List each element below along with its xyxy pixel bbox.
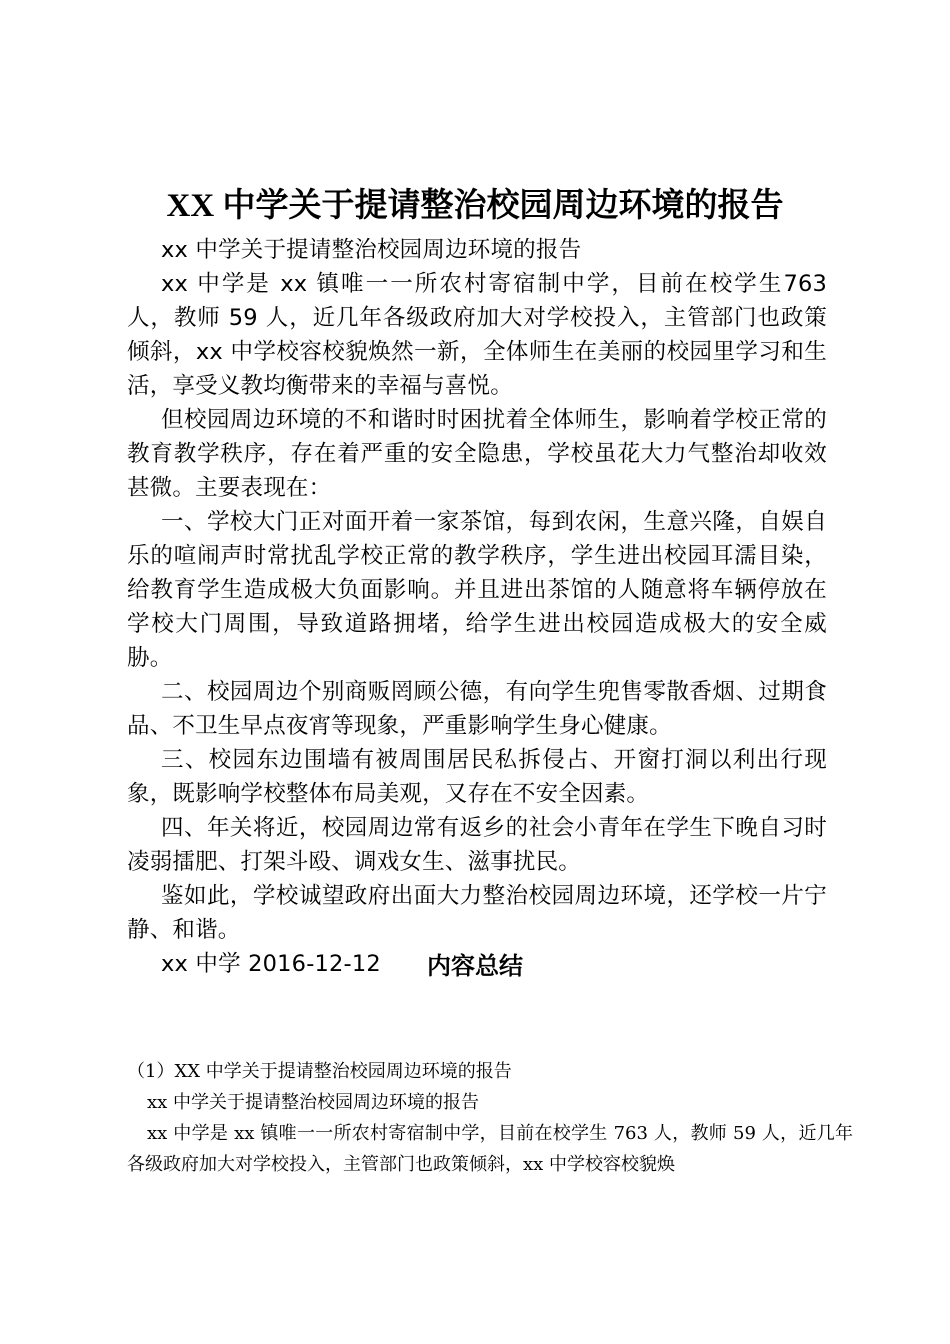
summary-line-subtitle: xx 中学关于提请整治校园周边环境的报告 — [147, 1092, 480, 1113]
body-paragraph-item-2: 二、校园周边个别商贩罔顾公德，有向学生兜售零散香烟、过期食品、不卫生早点夜宵等现象，严重影响学生身心健康。 — [127, 679, 827, 739]
body-paragraph-item-4: 四、年关将近，校园周边常有返乡的社会小青年在学生下晚自习时凌弱擂肥、打架斗殴、调戏女生、滋事扰民。 — [127, 815, 827, 875]
summary-heading: 内容总结 — [427, 952, 523, 980]
body-paragraph-subtitle: xx 中学关于提请整治校园周边环境的报告 — [161, 237, 582, 263]
body-paragraph-conclusion: 鉴如此，学校诚望政府出面大力整治校园周边环境，还学校一片宁静、和谐。 — [127, 883, 827, 943]
summary-line-excerpt: xx 中学是 xx 镇唯一一所农村寄宿制中学，目前在校学生 763 人，教师 59 人，近几年各级政府加大对学校投入，主管部门也政策倾斜，xx 中学校容校貌焕 — [127, 1123, 853, 1175]
summary-item-title: （1）XX 中学关于提请整治校园周边环境的报告 — [127, 1061, 512, 1082]
document-body — [127, 233, 827, 981]
body-paragraph-item-3: 三、校园东边围墙有被周围居民私拆侵占、开窗打洞以利出行现象，既影响学校整体布局美观，又存在不安全因素。 — [127, 747, 827, 807]
body-paragraph-signature: xx 中学 2016-12-12 — [161, 951, 381, 977]
body-paragraph-problem: 但校园周边环境的不和谐时时困扰着全体师生，影响着学校正常的教育教学秩序，存在着严重的安全隐患，学校虽花大力气整治却收效甚微。主要表现在： — [127, 407, 827, 501]
body-paragraph-item-1: 一、学校大门正对面开着一家茶馆，每到农闲，生意兴隆，自娱自乐的喧闹声时常扰乱学校正常的教学秩序，学生进出校园耳濡目染，给教育学生造成极大负面影响。并且进出茶馆的人随意将车辆停放在学校大门周围，导致道路拥堵，给学生进出校园造成极大的安全威胁。 — [127, 509, 827, 671]
summary-section — [127, 1056, 853, 1180]
document-title: XX 中学关于提请整治校园周边环境的报告 — [166, 188, 784, 224]
body-paragraph-intro: xx 中学是 xx 镇唯一一所农村寄宿制中学，目前在校学生763 人，教师 59 人，近几年各级政府加大对学校投入，主管部门也政策倾斜，xx 中学校容校貌焕然一新，全体师生在美丽的校园里学习和生活，享受义教均衡带来的幸福与喜悦。 — [127, 271, 827, 399]
